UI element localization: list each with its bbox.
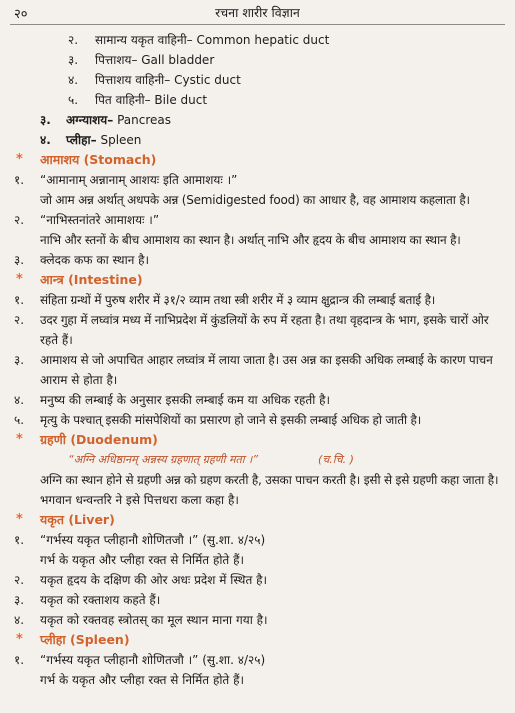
para-text: मृत्यु के पश्चात् इसकी मांसपेशियों का प्रसारण हो जाने से इसकी लम्बाई अधिक हो जाती है। <box>40 413 422 427</box>
paragraph <box>0 350 515 370</box>
item-text: सामान्य यकृत वाहिनी– Common hepatic duct <box>95 33 330 47</box>
paragraph <box>0 410 515 430</box>
para-number: ४. <box>14 393 25 407</box>
item-label: अग्न्याशय– <box>66 113 114 127</box>
para-text: भगवान धन्वन्तरि ने इसे पित्तधरा कला कहा है। <box>40 493 239 507</box>
paragraph <box>0 290 515 310</box>
paragraph <box>0 250 515 270</box>
paragraph <box>0 190 515 210</box>
asterisk-icon: * <box>16 512 23 527</box>
list-item <box>0 30 515 50</box>
item-number: ५. <box>68 93 79 107</box>
asterisk-icon: * <box>16 152 23 167</box>
paragraph <box>0 390 515 410</box>
para-text: गर्भ के यकृत और प्लीहा रक्त से निर्मित होते हैं। <box>40 673 244 687</box>
list-item <box>0 110 515 130</box>
section-heading-spleen <box>0 630 515 650</box>
para-text: संहिता ग्रन्थों में पुरुष शरीर में ३१/२ व्याम तथा स्त्री शरीर में ३ व्याम क्षुद्रान्त्र की लम्बाई बताई है। <box>40 293 436 307</box>
item-number: ३. <box>68 53 79 67</box>
section-heading-liver <box>0 510 515 530</box>
page-header <box>0 0 515 24</box>
para-text: “आमानाम् अन्नानाम् आशयः इति आमाशयः ।” <box>40 173 238 187</box>
paragraph <box>0 570 515 590</box>
para-number: ५. <box>14 413 25 427</box>
page-content <box>0 30 515 690</box>
item-text: पित वाहिनी– Bile duct <box>95 93 208 107</box>
paragraph <box>0 230 515 250</box>
list-item <box>0 70 515 90</box>
heading-text: यकृत (Liver) <box>40 512 115 527</box>
item-english: Pancreas <box>113 113 172 127</box>
page-number: २० <box>14 7 28 22</box>
item-english: Spleen <box>96 133 142 147</box>
para-text: यकृत को रक्ताशय कहते हैं। <box>40 593 161 607</box>
item-number: ४. <box>68 73 79 87</box>
paragraph <box>0 590 515 610</box>
item-text <box>66 130 141 150</box>
quote-reference: (च.चि. ) <box>318 453 354 466</box>
para-text: आराम से होता है। <box>40 373 118 387</box>
para-number: ३. <box>14 593 25 607</box>
para-number: १. <box>14 293 25 307</box>
para-text: उदर गुहा में लघ्वांत्र मध्य में नाभिप्रदेश में कुंडलियों के रुप में रहता है। तथा वृहदान्त्र के भाग, इसके चारों ओर <box>40 313 489 327</box>
item-text <box>66 110 171 130</box>
paragraph <box>0 610 515 630</box>
shloka-quote <box>0 450 515 470</box>
para-text: रहते हैं। <box>40 333 73 347</box>
header-divider <box>10 24 505 25</box>
quote-text: “अग्नि अधिष्ठानम् अन्नस्य ग्रहणात् ग्रहणी मता ।” <box>68 453 259 466</box>
paragraph <box>0 470 515 490</box>
para-text: यकृत को रक्तवह स्त्रोतस् का मूल स्थान माना गया है। <box>40 613 268 627</box>
paragraph <box>0 650 515 670</box>
para-text: मनुष्य की लम्बाई के अनुसार इसकी लम्बाई कम या अधिक रहती है। <box>40 393 331 407</box>
section-heading-stomach <box>0 150 515 170</box>
list-item <box>0 90 515 110</box>
para-number: ४. <box>14 613 25 627</box>
item-number: ४. <box>40 133 51 147</box>
para-text: नाभि और स्तनों के बीच आमाशय का स्थान है। अर्थात् नाभि और हृदय के बीच आमाशय का स्थान है। <box>40 233 461 247</box>
para-text: “नाभिस्तनांतरे आमाशयः ।” <box>40 213 160 227</box>
para-text: जो आम अन्न अर्थात् अधपके अन्न (Semidigested food) का आधार है, वह आमाशय कहलाता है। <box>40 193 470 207</box>
asterisk-icon: * <box>16 632 23 647</box>
paragraph <box>0 530 515 550</box>
paragraph <box>0 370 515 390</box>
para-number: १. <box>14 533 25 547</box>
list-item <box>0 50 515 70</box>
para-number: १. <box>14 653 25 667</box>
heading-text: ग्रहणी (Duodenum) <box>40 432 158 447</box>
para-number: २. <box>14 213 25 227</box>
para-text: गर्भ के यकृत और प्लीहा रक्त से निर्मित होते हैं। <box>40 553 244 567</box>
para-text: “गर्भस्य यकृत प्लीहानौ शोणितजौ ।” (सु.शा. ४/२५) <box>40 653 266 667</box>
asterisk-icon: * <box>16 272 23 287</box>
running-title: रचना शारीर विज्ञान <box>215 5 300 20</box>
para-number: २. <box>14 573 25 587</box>
paragraph <box>0 210 515 230</box>
asterisk-icon: * <box>16 432 23 447</box>
item-number: ३. <box>40 113 51 127</box>
para-number: २. <box>14 313 25 327</box>
heading-text: आन्त्र (Intestine) <box>40 272 143 287</box>
paragraph <box>0 490 515 510</box>
item-number: २. <box>68 33 79 47</box>
para-text: क्लेदक कफ का स्थान है। <box>40 253 150 267</box>
para-text: आमाशय से जो अपाचित आहार लघ्वांत्र में लाया जाता है। उस अन्न का इसकी अधिक लम्बाई के कारण पाचन <box>40 353 493 367</box>
para-number: ३. <box>14 353 25 367</box>
paragraph <box>0 550 515 570</box>
paragraph <box>0 330 515 350</box>
para-number: १. <box>14 173 25 187</box>
heading-text: प्लीहा (Spleen) <box>40 632 130 647</box>
para-text: “गर्भस्य यकृत प्लीहानौ शोणितजौ ।” (सु.शा. ४/२५) <box>40 533 266 547</box>
para-number: ३. <box>14 253 25 267</box>
item-text: पित्ताशय– Gall bladder <box>95 53 215 67</box>
para-text: यकृत हृदय के दक्षिण की ओर अधः प्रदेश में स्थित है। <box>40 573 268 587</box>
para-text: अग्नि का स्थान होने से ग्रहणी अन्न को ग्रहण करती है, उसका पाचन करती है। इसी से इसे ग्रहणी कहा जाता है। <box>40 473 499 487</box>
list-item <box>0 130 515 150</box>
item-text: पित्ताशय वाहिनी– Cystic duct <box>95 73 241 87</box>
paragraph <box>0 170 515 190</box>
paragraph <box>0 670 515 690</box>
section-heading-intestine <box>0 270 515 290</box>
heading-text: आमाशय (Stomach) <box>40 152 157 167</box>
section-heading-duodenum <box>0 430 515 450</box>
item-label: प्लीहा– <box>66 133 97 147</box>
paragraph <box>0 310 515 330</box>
